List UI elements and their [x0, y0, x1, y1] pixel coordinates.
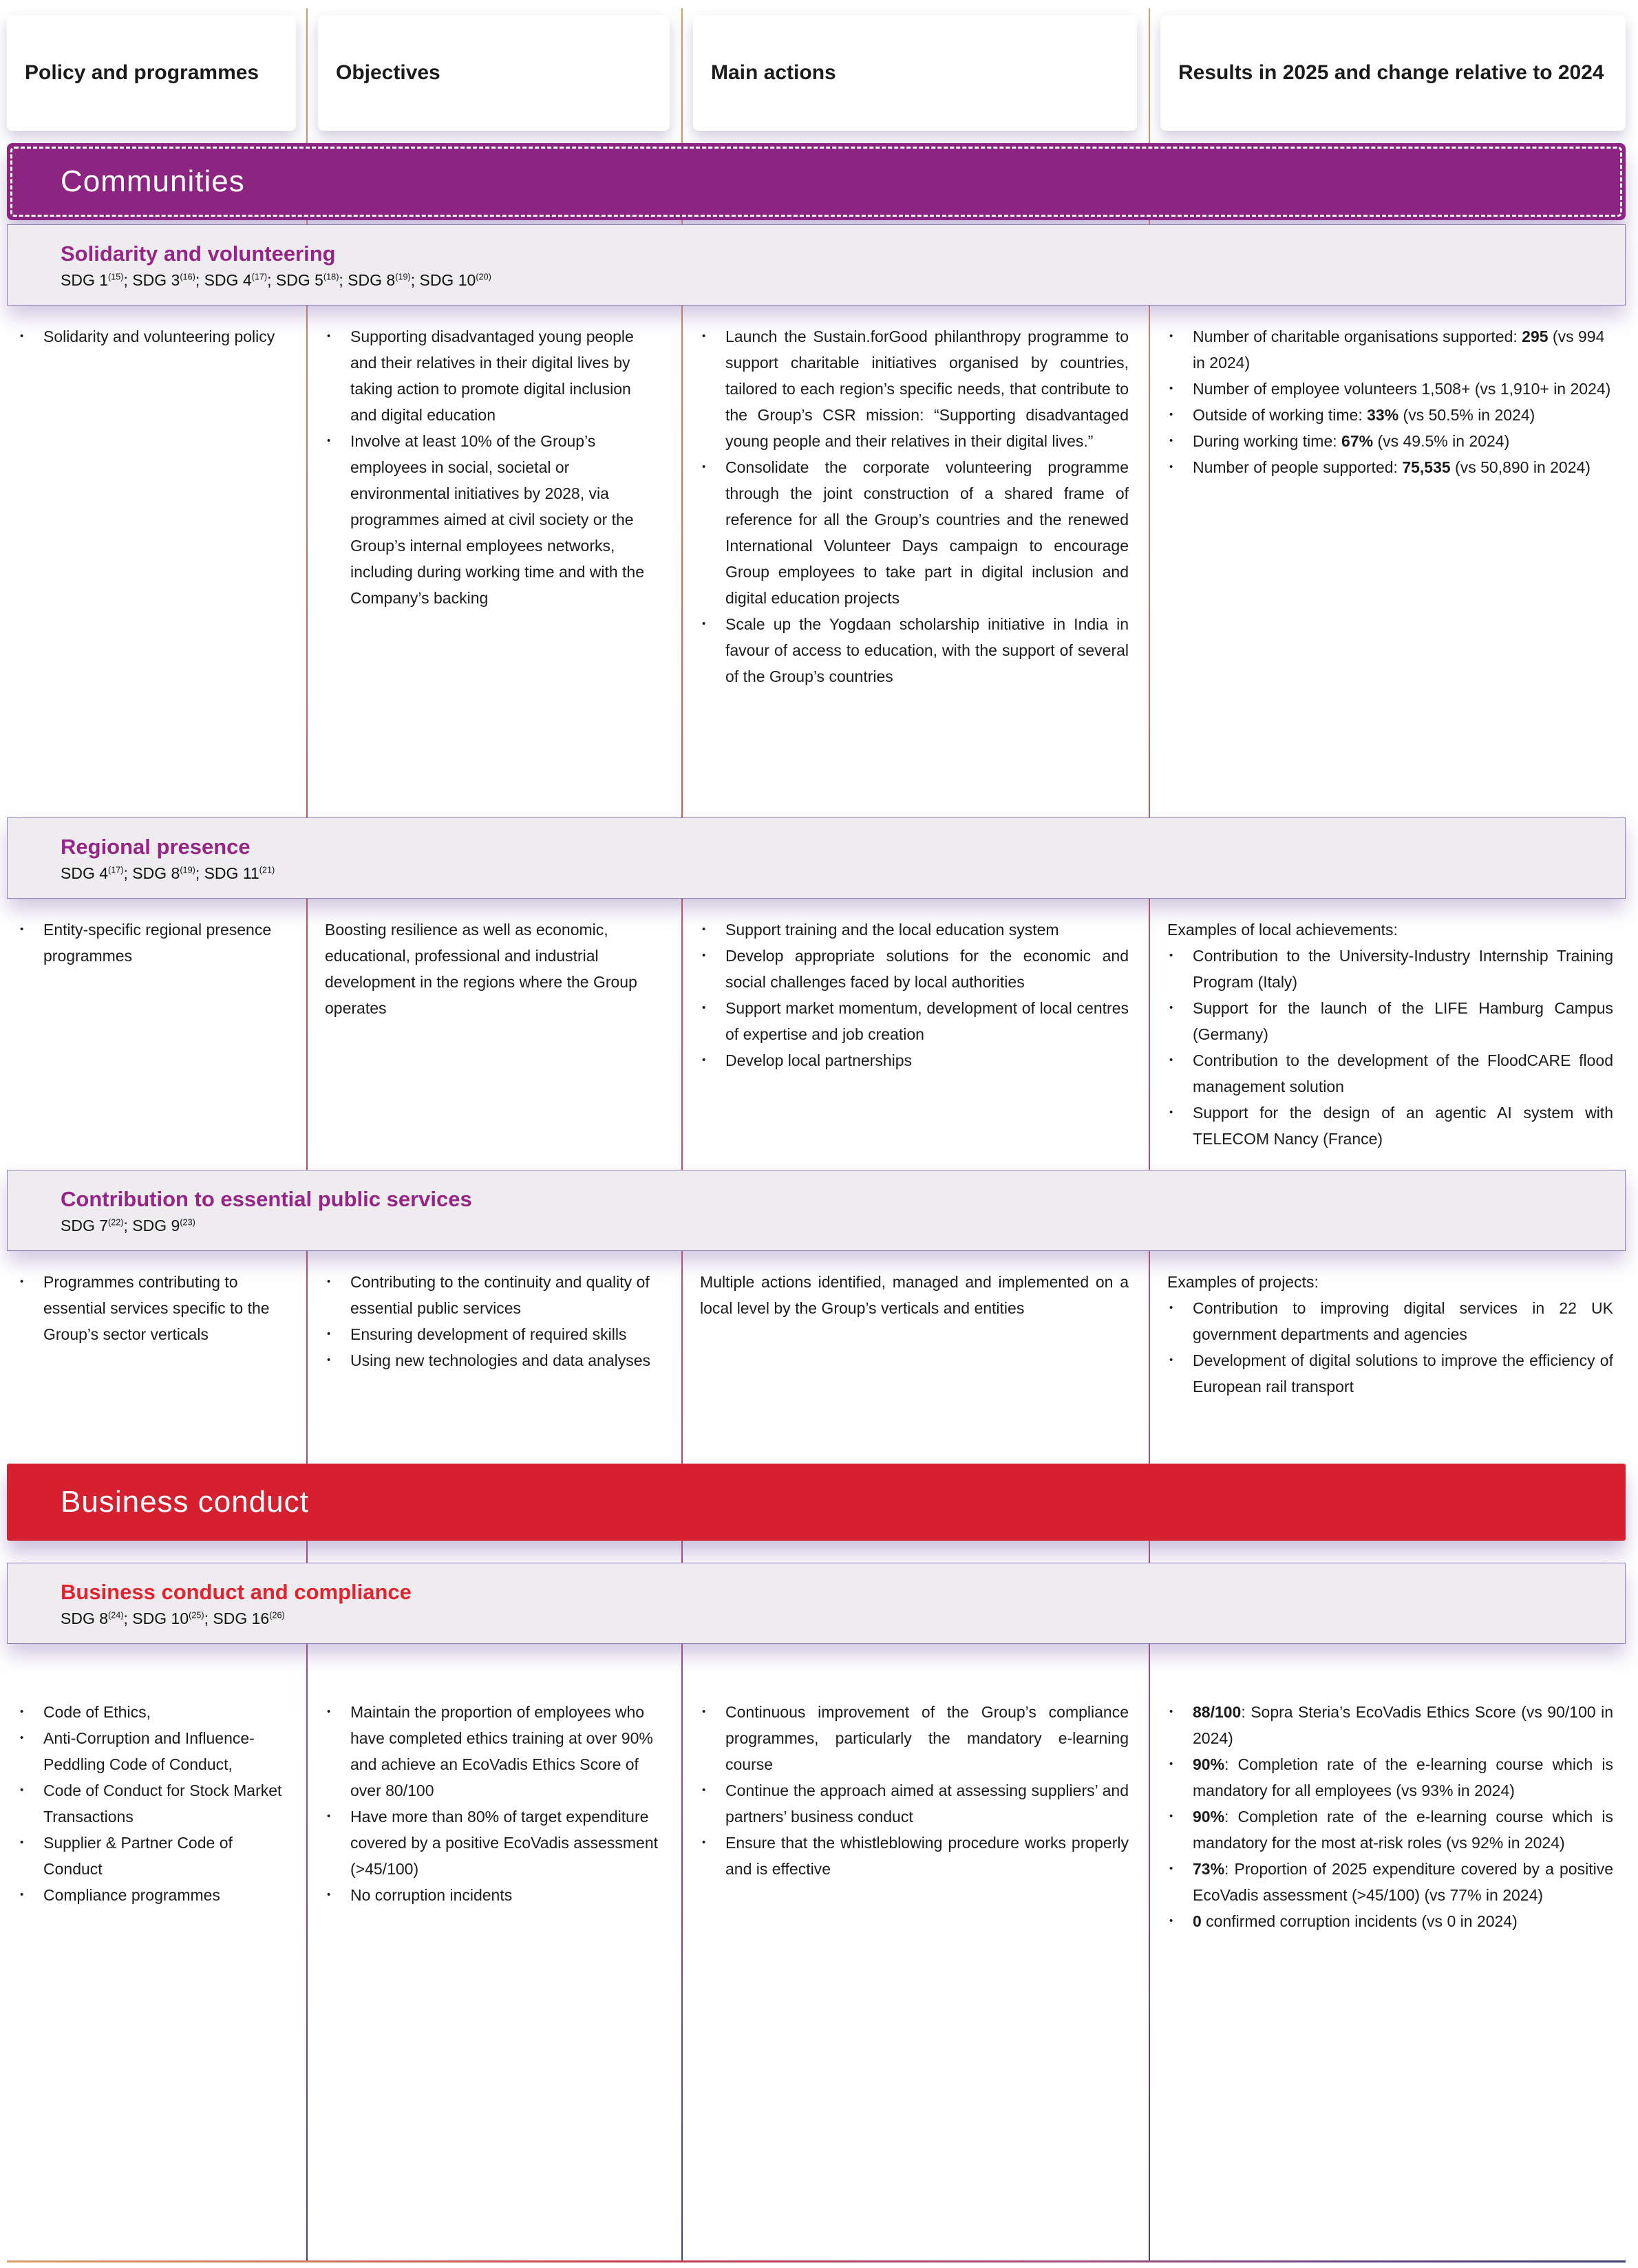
list-item [1167, 943, 1613, 995]
bullet-icon: • [327, 330, 331, 342]
list-item [700, 917, 1129, 943]
cell-main-actions [682, 1644, 1149, 2246]
list-item [700, 611, 1129, 689]
subsection-sdg-refs: SDG 8$^{(24)}$; SDG 10$^{(25)}$; SDG 16$^{(26)}$ [61, 1609, 285, 1627]
list-item-text: Compliance programmes [43, 1886, 220, 1904]
bullet-icon: • [702, 1054, 706, 1066]
bullet-icon: • [702, 1002, 706, 1014]
list-item-text: Support for the launch of the LIFE Hamburg Campus (Germany) [1193, 999, 1613, 1043]
bottom-gradient-rule [7, 2260, 1626, 2262]
bullet-icon: • [1169, 950, 1173, 961]
sdg-footnote-ref: (17) [108, 865, 124, 875]
list-item-text: Examples of projects: [1167, 1273, 1319, 1291]
list-item-text: Contribution to improving digital services in 22 UK government departments and agencies [1193, 1299, 1613, 1343]
cell-results [1149, 306, 1638, 813]
bullet-icon: • [327, 1706, 331, 1718]
list-item [1167, 1295, 1613, 1347]
bullet-icon: • [327, 1889, 331, 1901]
bullet-icon: • [1169, 1054, 1173, 1066]
list-item-text: 88/100: Sopra Steria’s EcoVadis Ethics Score (vs 90/100 in 2024) [1193, 1703, 1613, 1747]
list-item [1167, 1347, 1613, 1400]
list-item [1167, 995, 1613, 1047]
table-header-row [0, 15, 1638, 131]
list-item [700, 995, 1129, 1047]
bullet-icon: • [1169, 1302, 1173, 1314]
list-item [1167, 1751, 1613, 1804]
list-item [1167, 917, 1613, 943]
cell-objectives [307, 1644, 682, 2246]
list-item [1167, 1908, 1613, 1934]
list-item [325, 428, 661, 611]
subsection-sdg-refs: SDG 4$^{(17)}$; SDG 8$^{(19)}$; SDG 11$^{(21)}$ [61, 864, 275, 882]
list-item-text: Code of Conduct for Stock Market Transactions [43, 1782, 282, 1826]
bullet-icon: • [327, 1810, 331, 1822]
column-header-label: Main actions [711, 61, 836, 84]
sdg-footnote-ref: (17) [251, 272, 268, 282]
list-item [1167, 402, 1613, 428]
list-item [325, 323, 661, 428]
bullet-icon: • [702, 923, 706, 935]
subsection-title: Contribution to essential public services [61, 1187, 472, 1211]
list-item-text: Code of Ethics, [43, 1703, 151, 1721]
list-item [325, 1321, 661, 1347]
bullet-icon: • [702, 1784, 706, 1796]
cell-policy [0, 1644, 307, 2246]
list-item-text: Support training and the local education system [725, 921, 1059, 939]
list-item [325, 1699, 661, 1804]
table-row-regional [0, 899, 1638, 1166]
column-header-results [1160, 15, 1626, 131]
list-item [18, 917, 286, 969]
list-item-text: Development of digital solutions to improve the efficiency of European rail transport [1193, 1351, 1613, 1395]
bullet-icon: • [327, 1276, 331, 1287]
list-item [18, 1699, 286, 1725]
bullet-icon: • [1169, 1706, 1173, 1718]
list-item [1167, 454, 1613, 480]
list-item [1167, 428, 1613, 454]
bullet-icon: • [702, 618, 706, 630]
list-item [700, 1777, 1129, 1830]
list-item [1167, 1100, 1613, 1152]
sdg-footnote-ref: (23) [180, 1217, 195, 1228]
list-item-text: Supporting disadvantaged young people and their relatives in their digital lives by taking action to promote digital inclusion and digital education [350, 328, 634, 424]
list-item [325, 917, 661, 1021]
subsection-title: Regional presence [61, 835, 251, 859]
bullet-icon: • [327, 1354, 331, 1366]
bullet-icon: • [20, 1837, 24, 1848]
list-item-text: 0 confirmed corruption incidents (vs 0 in 2024) [1193, 1912, 1518, 1930]
list-item [1167, 1856, 1613, 1908]
list-item [18, 1830, 286, 1882]
column-header-label: Results in 2025 and change relative to 2024 [1178, 61, 1604, 84]
list-item-text: Solidarity and volunteering policy [43, 328, 275, 345]
list-item [700, 943, 1129, 995]
bullet-icon: • [20, 1784, 24, 1796]
list-item-text: Scale up the Yogdaan scholarship initiative in India in favour of access to education, with the support of several of the Group’s countries [725, 615, 1129, 685]
sdg-footnote-ref: (20) [476, 272, 491, 282]
column-header-objectives [318, 15, 670, 131]
sdg-footnote-ref: (26) [269, 1610, 285, 1620]
subsection-header-regional [7, 817, 1626, 899]
cell-objectives [307, 306, 682, 813]
bullet-icon: • [702, 950, 706, 961]
list-item-text: Examples of local achievements: [1167, 921, 1398, 939]
bullet-icon: • [702, 461, 706, 473]
bullet-icon: • [1169, 1354, 1173, 1366]
list-item [1167, 1047, 1613, 1100]
list-item-text: No corruption incidents [350, 1886, 513, 1904]
list-item-text: Contribution to the University-Industry Internship Training Program (Italy) [1193, 947, 1613, 991]
list-item-text: Continuous improvement of the Group’s compliance programmes, particularly the mandatory e-learning course [725, 1703, 1129, 1773]
list-item [700, 1047, 1129, 1073]
bullet-icon: • [702, 1837, 706, 1848]
section-business-conduct [0, 1464, 1638, 2246]
subsection-header-compliance [7, 1563, 1626, 1644]
list-item-text: Anti-Corruption and Influence-Peddling Code of Conduct, [43, 1729, 255, 1773]
list-item-text: Involve at least 10% of the Group’s employees in social, societal or environmental initiatives by 2028, via programmes aimed at civil society or the Group’s internal employees networks, including during working time and with the Company’s backing [350, 432, 645, 607]
list-item-text: Outside of working time: 33% (vs 50.5% in 2024) [1193, 406, 1535, 424]
list-item [700, 1699, 1129, 1777]
list-item [1167, 1804, 1613, 1856]
list-item [700, 454, 1129, 611]
subsection-title: Business conduct and compliance [61, 1580, 412, 1604]
list-item-text: Develop appropriate solutions for the economic and social challenges faced by local authorities [725, 947, 1129, 991]
list-item [325, 1347, 661, 1373]
list-item-text: Continue the approach aimed at assessing suppliers’ and partners’ business conduct [725, 1782, 1129, 1826]
bullet-icon: • [1169, 330, 1173, 342]
bullet-icon: • [327, 435, 331, 447]
bullet-icon: • [1169, 383, 1173, 394]
cell-main-actions [682, 306, 1149, 813]
bullet-icon: • [20, 1732, 24, 1744]
bullet-icon: • [1169, 409, 1173, 420]
list-item-text: Using new technologies and data analyses [350, 1351, 651, 1369]
list-item-text: Launch the Sustain.forGood philanthropy programme to support charitable initiatives organised by countries, tailored to each region’s specific needs, that contribute to the Group’s CSR mission: “Supporting disadvantaged young people and their relatives in their digital lives.” [725, 328, 1129, 450]
list-item-text: Number of employee volunteers 1,508+ (vs 1,910+ in 2024) [1193, 380, 1611, 398]
sdg-footnote-ref: (25) [189, 1610, 204, 1620]
list-item [325, 1804, 661, 1882]
bullet-icon: • [20, 1889, 24, 1901]
list-item-text: Number of people supported: 75,535 (vs 50,890 in 2024) [1193, 458, 1591, 476]
list-item-text: Supplier & Partner Code of Conduct [43, 1834, 233, 1878]
list-item-text: Entity-specific regional presence programmes [43, 921, 272, 965]
section-communities [0, 143, 1638, 1443]
list-item-text: Contribution to the development of the FloodCARE flood management solution [1193, 1051, 1613, 1095]
cell-policy [0, 306, 307, 813]
list-item [18, 323, 286, 350]
list-item-text: Ensure that the whistleblowing procedure works properly and is effective [725, 1834, 1129, 1878]
table-row-solidarity [0, 306, 1638, 813]
list-item-text: Ensuring development of required skills [350, 1325, 627, 1343]
sdg-footnote-ref: (24) [108, 1610, 124, 1620]
list-item [1167, 1269, 1613, 1295]
subsection-sdg-refs: SDG 1$^{(15)}$; SDG 3$^{(16)}$; SDG 4$^{(17)}$; SDG 5$^{(18)}$; SDG 8$^{(19)}$; SDG 10$^{(20)}$ [61, 271, 491, 289]
list-item-text: 73%: Proportion of 2025 expenditure covered by a positive EcoVadis assessment (>45/100) (vs 77% in 2024) [1193, 1860, 1613, 1904]
list-item-text: Develop local partnerships [725, 1051, 913, 1069]
bullet-icon: • [1169, 1106, 1173, 1118]
bullet-icon: • [702, 330, 706, 342]
cell-results [1149, 899, 1638, 1166]
list-item [18, 1725, 286, 1777]
list-item-text: Multiple actions identified, managed and implemented on a local level by the Group’s verticals and entities [700, 1273, 1129, 1317]
list-item-text: Support market momentum, development of local centres of expertise and job creation [725, 999, 1129, 1043]
bullet-icon: • [20, 1706, 24, 1718]
cell-main-actions [682, 1251, 1149, 1443]
sdg-footnote-ref: (21) [259, 865, 275, 875]
list-item [700, 323, 1129, 454]
cell-objectives [307, 1251, 682, 1443]
bullet-icon: • [20, 330, 24, 342]
cell-results [1149, 1251, 1638, 1443]
list-item-text: 90%: Completion rate of the e-learning course which is mandatory for the most at-risk roles (vs 92% in 2024) [1193, 1808, 1613, 1852]
list-item [18, 1777, 286, 1830]
table-row-compliance [0, 1644, 1638, 2246]
column-header-label: Policy and programmes [25, 61, 259, 84]
list-item-text: Have more than 80% of target expenditure covered by a positive EcoVadis assessment (>45/100) [350, 1808, 659, 1878]
list-item [700, 1830, 1129, 1882]
sdg-footnote-ref: (22) [108, 1217, 124, 1228]
cell-objectives [307, 899, 682, 1166]
bullet-icon: • [1169, 1002, 1173, 1014]
bullet-icon: • [1169, 1810, 1173, 1822]
sdg-footnote-ref: (18) [323, 272, 339, 282]
bullet-icon: • [1169, 1863, 1173, 1874]
list-item [1167, 1699, 1613, 1751]
section-banner-communities: Communities [7, 143, 1626, 220]
subsection-title: Solidarity and volunteering [61, 242, 336, 266]
list-item-text: Number of charitable organisations supported: 295 (vs 994 in 2024) [1193, 328, 1605, 372]
bullet-icon: • [1169, 461, 1173, 473]
bullet-icon: • [20, 1276, 24, 1287]
list-item-text: Consolidate the corporate volunteering programme through the joint construction of a shared frame of reference for all the Group’s countries and the renewed International Volunteer Days campaign to encourage Group employees to take part in digital inclusion and digital education projects [725, 458, 1129, 607]
subsection-sdg-refs: SDG 7$^{(22)}$; SDG 9$^{(23)}$ [61, 1217, 195, 1234]
bullet-icon: • [20, 923, 24, 935]
cell-policy [0, 1251, 307, 1443]
bullet-icon: • [1169, 1915, 1173, 1927]
cell-policy [0, 899, 307, 1166]
list-item-text: Support for the design of an agentic AI system with TELECOM Nancy (France) [1193, 1104, 1613, 1148]
list-item-text: Programmes contributing to essential services specific to the Group’s sector verticals [43, 1273, 270, 1343]
subsection-header-essential-services [7, 1170, 1626, 1251]
subsection-header-solidarity [7, 224, 1626, 306]
sdg-footnote-ref: (16) [180, 272, 195, 282]
sdg-footnote-ref: (19) [180, 865, 195, 875]
list-item-text: Maintain the proportion of employees who have completed ethics training at over 90% and achieve an EcoVadis Ethics Score of over 80/100 [350, 1703, 653, 1799]
table-row-essential-services [0, 1251, 1638, 1443]
cell-main-actions [682, 899, 1149, 1166]
bullet-icon: • [327, 1328, 331, 1340]
list-item [18, 1882, 286, 1908]
list-item-text: Boosting resilience as well as economic, educational, professional and industrial development in the regions where the Group operates [325, 921, 637, 1017]
list-item [325, 1882, 661, 1908]
sdg-footnote-ref: (19) [395, 272, 411, 282]
section-banner-business-conduct: Business conduct [7, 1464, 1626, 1541]
bullet-icon: • [1169, 1758, 1173, 1770]
list-item [1167, 323, 1613, 376]
bullet-icon: • [702, 1706, 706, 1718]
list-item [325, 1269, 661, 1321]
list-item-text: During working time: 67% (vs 49.5% in 2024) [1193, 432, 1510, 450]
list-item [1167, 376, 1613, 402]
column-header-policy [7, 15, 296, 131]
column-header-actions [693, 15, 1137, 131]
sdg-footnote-ref: (15) [108, 272, 124, 282]
list-item [700, 1269, 1129, 1321]
bullet-icon: • [1169, 435, 1173, 447]
cell-results [1149, 1644, 1638, 2246]
list-item [18, 1269, 286, 1347]
column-header-label: Objectives [336, 61, 440, 84]
list-item-text: 90%: Completion rate of the e-learning course which is mandatory for all employees (vs 93% in 2024) [1193, 1755, 1613, 1799]
list-item-text: Contributing to the continuity and quality of essential public services [350, 1273, 650, 1317]
